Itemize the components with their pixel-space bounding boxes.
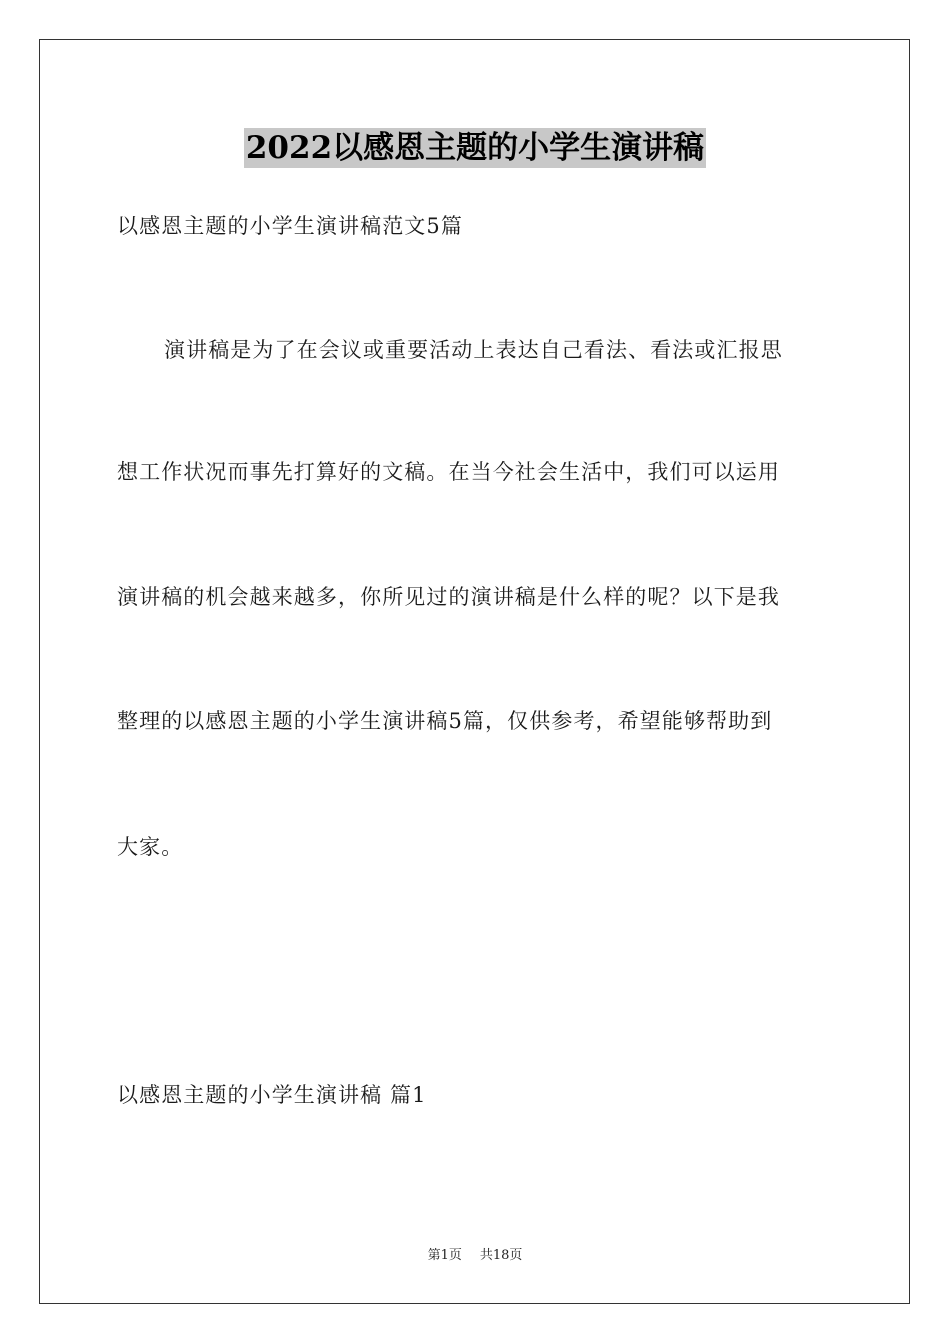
intro-line-4: 整理的以感恩主题的小学生演讲稿5篇，仅供参考，希望能够帮助到 — [117, 709, 773, 733]
document-title: 2022以感恩主题的小学生演讲稿 — [245, 130, 705, 166]
page-number-total: 共18页 — [479, 1248, 523, 1263]
intro-line-1: 演讲稿是为了在会议或重要活动上表达自己看法、看法或汇报思 — [164, 338, 783, 362]
intro-line-2: 想工作状况而事先打算好的文稿。在当今社会生活中，我们可以运用 — [117, 460, 780, 484]
page-number-current: 第1页 — [427, 1248, 462, 1263]
section-heading: 以感恩主题的小学生演讲稿 篇1 — [117, 1083, 427, 1107]
title-container — [0, 128, 950, 168]
document-subtitle: 以感恩主题的小学生演讲稿范文5篇 — [117, 214, 463, 238]
intro-line-5: 大家。 — [117, 835, 184, 859]
intro-line-3: 演讲稿的机会越来越多，你所见过的演讲稿是什么样的呢？以下是我 — [117, 585, 780, 609]
page-footer — [0, 1247, 950, 1265]
